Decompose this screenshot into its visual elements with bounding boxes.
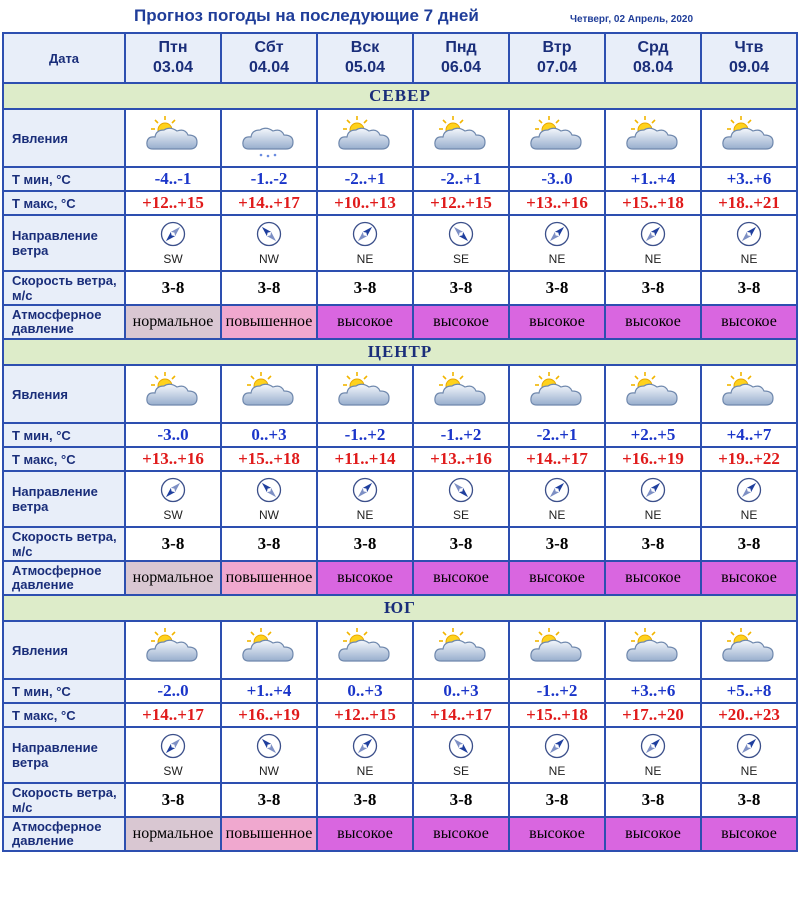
- wind-speed-label: Скорость ветра, м/с: [3, 271, 125, 305]
- pressure-value: нормальное: [125, 561, 221, 595]
- tmax-value: +10..+13: [334, 193, 396, 212]
- tmax-value: +13..+16: [526, 193, 588, 212]
- partly-cloudy-icon: [527, 113, 587, 159]
- wind-cell: [605, 727, 701, 783]
- pressure-value: высокое: [701, 817, 797, 851]
- tmax-cell: [701, 703, 797, 727]
- tmin-cell: [413, 167, 509, 191]
- pressure-value: нормальное: [125, 817, 221, 851]
- tmin-cell: [701, 167, 797, 191]
- wind-speed-value: 3-8: [605, 783, 701, 817]
- tmax-value: +14..+17: [238, 193, 300, 212]
- weather-cell: [413, 365, 509, 423]
- weather-cell: [509, 365, 605, 423]
- day-name: Сбт: [254, 39, 284, 56]
- tmin-cell: [509, 679, 605, 703]
- wind-speed-value: 3-8: [317, 527, 413, 561]
- pressure-value: высокое: [701, 305, 797, 339]
- weather-cell: [701, 109, 797, 167]
- tmax-value: +20..+23: [718, 705, 780, 724]
- tmin-value: -1..-2: [250, 169, 288, 188]
- tmin-value: -2..+1: [344, 169, 386, 188]
- pressure-value: высокое: [317, 817, 413, 851]
- wind-direction-value: SE: [452, 251, 469, 266]
- tmin-cell: [605, 679, 701, 703]
- partly-cloudy-icon: [719, 625, 779, 671]
- tmin-cell: [221, 679, 317, 703]
- partly-cloudy-icon: [431, 113, 491, 159]
- wind-direction-value: NE: [644, 507, 662, 522]
- cloud-snow-icon: [239, 113, 299, 159]
- wind-direction-value: NE: [644, 763, 662, 778]
- day-header: [701, 33, 797, 83]
- current-date: Четверг, 02 Апрель, 2020: [570, 14, 694, 25]
- tmin-value: +5..+8: [726, 681, 772, 700]
- tmin-value: -3..0: [541, 169, 573, 188]
- tmin-value: -3..0: [157, 425, 189, 444]
- tmin-value: +2..+5: [630, 425, 676, 444]
- partly-cloudy-icon: [143, 369, 203, 415]
- wind-compass-icon: [640, 733, 666, 759]
- wind-direction-value: NE: [644, 251, 662, 266]
- wind-cell: [509, 471, 605, 527]
- tmin-cell: [605, 167, 701, 191]
- wind-compass-icon: [736, 221, 762, 247]
- partly-cloudy-icon: [623, 369, 683, 415]
- partly-cloudy-icon: [719, 113, 779, 159]
- wind-compass-icon: [544, 477, 570, 503]
- partly-cloudy-icon: [527, 625, 587, 671]
- wind-direction-value: NE: [548, 763, 566, 778]
- tmax-cell: [509, 191, 605, 215]
- tmax-value: +13..+16: [430, 449, 492, 468]
- wind-cell: [413, 727, 509, 783]
- tmin-cell: [317, 679, 413, 703]
- tmax-cell: [317, 191, 413, 215]
- tmax-cell: [317, 447, 413, 471]
- day-header: [605, 33, 701, 83]
- wind-speed-value: 3-8: [221, 783, 317, 817]
- wind-compass-icon: [256, 733, 282, 759]
- wind-compass-icon: [544, 221, 570, 247]
- tmax-label: Т макс, °С: [3, 703, 125, 727]
- tmin-value: 0..+3: [443, 681, 479, 700]
- wind-compass-icon: [544, 733, 570, 759]
- partly-cloudy-icon: [527, 369, 587, 415]
- wind-compass-icon: [256, 477, 282, 503]
- tmax-value: +19..+22: [718, 449, 780, 468]
- tmax-cell: [317, 703, 413, 727]
- weather-cell: [125, 365, 221, 423]
- tmax-cell: [413, 703, 509, 727]
- wind-compass-icon: [736, 477, 762, 503]
- pressure-value: высокое: [413, 817, 509, 851]
- tmin-label: Т мин, °С: [3, 423, 125, 447]
- tmax-value: +13..+16: [142, 449, 204, 468]
- pressure-value: высокое: [605, 817, 701, 851]
- pressure-value: высокое: [605, 305, 701, 339]
- weather-cell: [221, 109, 317, 167]
- day-header: [317, 33, 413, 83]
- wind-direction-value: NE: [356, 763, 374, 778]
- tmin-value: -2..0: [157, 681, 189, 700]
- wind-cell: [125, 727, 221, 783]
- day-header: [413, 33, 509, 83]
- day-header: [125, 33, 221, 83]
- tmin-cell: [317, 167, 413, 191]
- day-name: Чтв: [734, 39, 764, 56]
- wind-direction-value: NE: [740, 251, 758, 266]
- tmax-value: +16..+19: [622, 449, 684, 468]
- tmin-value: -4..-1: [154, 169, 192, 188]
- weather-cell: [221, 365, 317, 423]
- partly-cloudy-icon: [143, 625, 203, 671]
- tmin-value: 0..+3: [347, 681, 383, 700]
- wind-cell: [125, 471, 221, 527]
- tmax-cell: [125, 447, 221, 471]
- wind-compass-icon: [352, 477, 378, 503]
- tmin-cell: [221, 167, 317, 191]
- tmin-cell: [125, 423, 221, 447]
- weather-cell: [125, 109, 221, 167]
- tmin-value: -1..+2: [536, 681, 578, 700]
- wind-speed-value: 3-8: [125, 271, 221, 305]
- tmin-value: -1..+2: [440, 425, 482, 444]
- day-name: Пнд: [445, 39, 477, 56]
- tmin-value: +3..+6: [630, 681, 676, 700]
- phenomena-label: Явления: [3, 109, 125, 167]
- tmin-value: 0..+3: [251, 425, 287, 444]
- wind-cell: [221, 215, 317, 271]
- weather-cell: [317, 365, 413, 423]
- tmax-value: +15..+18: [238, 449, 300, 468]
- weather-cell: [605, 621, 701, 679]
- tmax-cell: [605, 703, 701, 727]
- wind-speed-value: 3-8: [605, 271, 701, 305]
- tmin-value: +4..+7: [726, 425, 772, 444]
- weather-cell: [221, 621, 317, 679]
- wind-speed-value: 3-8: [509, 527, 605, 561]
- partly-cloudy-icon: [623, 113, 683, 159]
- partly-cloudy-icon: [431, 369, 491, 415]
- tmin-cell: [413, 423, 509, 447]
- tmin-cell: [509, 167, 605, 191]
- forecast-table: [2, 32, 798, 852]
- pressure-label: Атмосферное давление: [3, 561, 125, 595]
- tmin-cell: [221, 423, 317, 447]
- tmin-label: Т мин, °С: [3, 679, 125, 703]
- wind-speed-value: 3-8: [701, 783, 797, 817]
- wind-speed-value: 3-8: [605, 527, 701, 561]
- wind-compass-icon: [640, 221, 666, 247]
- day-date: 07.04: [536, 59, 578, 76]
- tmax-value: +12..+15: [430, 193, 492, 212]
- tmax-cell: [413, 447, 509, 471]
- tmax-cell: [221, 703, 317, 727]
- partly-cloudy-icon: [239, 625, 299, 671]
- wind-direction-value: SW: [163, 251, 183, 266]
- tmin-cell: [701, 423, 797, 447]
- wind-speed-value: 3-8: [221, 271, 317, 305]
- pressure-value: нормальное: [125, 305, 221, 339]
- day-name: Срд: [637, 39, 669, 56]
- day-header: [221, 33, 317, 83]
- tmax-label: Т макс, °С: [3, 191, 125, 215]
- tmin-value: -1..+2: [344, 425, 386, 444]
- wind-direction-value: NE: [356, 507, 374, 522]
- region-title: ЮГ: [3, 595, 797, 621]
- wind-cell: [317, 215, 413, 271]
- pressure-value: высокое: [413, 305, 509, 339]
- wind-speed-value: 3-8: [701, 271, 797, 305]
- pressure-value: высокое: [317, 305, 413, 339]
- tmax-label: Т макс, °С: [3, 447, 125, 471]
- day-date: 06.04: [440, 59, 482, 76]
- wind-speed-value: 3-8: [413, 271, 509, 305]
- wind-cell: [317, 471, 413, 527]
- wind-direction-value: NE: [356, 251, 374, 266]
- wind-compass-icon: [160, 477, 186, 503]
- tmax-value: +17..+20: [622, 705, 684, 724]
- wind-speed-value: 3-8: [317, 271, 413, 305]
- day-date: 09.04: [728, 59, 770, 76]
- wind-speed-value: 3-8: [509, 271, 605, 305]
- wind-direction-value: NW: [259, 507, 279, 522]
- tmin-value: +3..+6: [726, 169, 772, 188]
- pressure-value: повышенное: [221, 305, 317, 339]
- tmin-value: +1..+4: [630, 169, 676, 188]
- tmax-value: +14..+17: [430, 705, 492, 724]
- pressure-value: высокое: [605, 561, 701, 595]
- tmax-cell: [221, 447, 317, 471]
- wind-cell: [701, 727, 797, 783]
- wind-cell: [221, 727, 317, 783]
- weather-cell: [317, 109, 413, 167]
- pressure-label: Атмосферное давление: [3, 817, 125, 851]
- pressure-value: высокое: [317, 561, 413, 595]
- wind-compass-icon: [160, 221, 186, 247]
- day-date: 08.04: [632, 59, 674, 76]
- tmin-value: +1..+4: [246, 681, 292, 700]
- partly-cloudy-icon: [719, 369, 779, 415]
- tmax-cell: [221, 191, 317, 215]
- wind-speed-value: 3-8: [413, 527, 509, 561]
- weather-cell: [701, 621, 797, 679]
- wind-cell: [125, 215, 221, 271]
- wind-cell: [605, 215, 701, 271]
- wind-direction-value: NE: [548, 507, 566, 522]
- wind-direction-value: NW: [259, 763, 279, 778]
- tmin-label: Т мин, °С: [3, 167, 125, 191]
- wind-cell: [509, 727, 605, 783]
- phenomena-label: Явления: [3, 365, 125, 423]
- region-title: СЕВЕР: [3, 83, 797, 109]
- wind-speed-value: 3-8: [125, 783, 221, 817]
- wind-compass-icon: [160, 733, 186, 759]
- wind-direction-label: Направление ветра: [3, 471, 125, 527]
- tmin-cell: [605, 423, 701, 447]
- pressure-label: Атмосферное давление: [3, 305, 125, 339]
- tmax-value: +16..+19: [238, 705, 300, 724]
- weather-cell: [317, 621, 413, 679]
- tmin-cell: [125, 167, 221, 191]
- partly-cloudy-icon: [623, 625, 683, 671]
- tmin-cell: [701, 679, 797, 703]
- wind-cell: [413, 471, 509, 527]
- partly-cloudy-icon: [239, 369, 299, 415]
- wind-cell: [701, 471, 797, 527]
- tmax-value: +15..+18: [526, 705, 588, 724]
- pressure-value: высокое: [509, 817, 605, 851]
- wind-speed-value: 3-8: [701, 527, 797, 561]
- wind-speed-value: 3-8: [509, 783, 605, 817]
- wind-speed-value: 3-8: [221, 527, 317, 561]
- tmax-cell: [701, 191, 797, 215]
- weather-cell: [413, 621, 509, 679]
- wind-direction-value: SW: [163, 507, 183, 522]
- tmax-value: +14..+17: [142, 705, 204, 724]
- wind-direction-label: Направление ветра: [3, 215, 125, 271]
- wind-cell: [413, 215, 509, 271]
- date-column-header: Дата: [3, 33, 125, 83]
- tmax-cell: [701, 447, 797, 471]
- pressure-value: высокое: [509, 561, 605, 595]
- partly-cloudy-icon: [143, 113, 203, 159]
- tmax-cell: [605, 191, 701, 215]
- wind-speed-value: 3-8: [125, 527, 221, 561]
- wind-direction-value: NE: [740, 507, 758, 522]
- day-name: Вск: [350, 39, 380, 56]
- day-date: 03.04: [152, 59, 194, 76]
- tmax-cell: [509, 447, 605, 471]
- wind-cell: [509, 215, 605, 271]
- partly-cloudy-icon: [431, 625, 491, 671]
- wind-compass-icon: [448, 477, 474, 503]
- day-name: Птн: [158, 39, 188, 56]
- tmax-value: +12..+15: [142, 193, 204, 212]
- day-date: 04.04: [248, 59, 290, 76]
- wind-direction-value: SE: [452, 763, 469, 778]
- wind-speed-label: Скорость ветра, м/с: [3, 527, 125, 561]
- wind-speed-label: Скорость ветра, м/с: [3, 783, 125, 817]
- wind-compass-icon: [448, 221, 474, 247]
- tmax-cell: [605, 447, 701, 471]
- weather-cell: [605, 109, 701, 167]
- pressure-value: высокое: [509, 305, 605, 339]
- tmin-cell: [413, 679, 509, 703]
- weather-cell: [125, 621, 221, 679]
- wind-compass-icon: [352, 733, 378, 759]
- tmax-cell: [509, 703, 605, 727]
- pressure-value: повышенное: [221, 561, 317, 595]
- weather-cell: [509, 621, 605, 679]
- wind-compass-icon: [448, 733, 474, 759]
- tmin-cell: [509, 423, 605, 447]
- partly-cloudy-icon: [335, 113, 395, 159]
- weather-cell: [701, 365, 797, 423]
- wind-compass-icon: [640, 477, 666, 503]
- tmax-cell: [125, 191, 221, 215]
- wind-direction-value: NE: [740, 763, 758, 778]
- wind-cell: [605, 471, 701, 527]
- tmin-cell: [125, 679, 221, 703]
- tmin-value: -2..+1: [440, 169, 482, 188]
- phenomena-label: Явления: [3, 621, 125, 679]
- tmax-value: +11..+14: [334, 449, 396, 468]
- wind-compass-icon: [736, 733, 762, 759]
- day-header: [509, 33, 605, 83]
- partly-cloudy-icon: [335, 369, 395, 415]
- wind-speed-value: 3-8: [317, 783, 413, 817]
- wind-direction-value: NE: [548, 251, 566, 266]
- wind-direction-value: NW: [259, 251, 279, 266]
- weather-cell: [605, 365, 701, 423]
- tmax-value: +15..+18: [622, 193, 684, 212]
- wind-speed-value: 3-8: [413, 783, 509, 817]
- pressure-value: высокое: [701, 561, 797, 595]
- pressure-value: высокое: [413, 561, 509, 595]
- wind-direction-value: SW: [163, 763, 183, 778]
- wind-cell: [701, 215, 797, 271]
- region-title: ЦЕНТР: [3, 339, 797, 365]
- wind-cell: [221, 471, 317, 527]
- wind-direction-label: Направление ветра: [3, 727, 125, 783]
- page-title: Прогноз погоды на последующие 7 дней: [134, 6, 479, 25]
- wind-compass-icon: [352, 221, 378, 247]
- tmax-cell: [125, 703, 221, 727]
- tmax-value: +14..+17: [526, 449, 588, 468]
- wind-direction-value: SE: [452, 507, 469, 522]
- partly-cloudy-icon: [335, 625, 395, 671]
- tmin-value: -2..+1: [536, 425, 578, 444]
- weather-cell: [509, 109, 605, 167]
- day-date: 05.04: [344, 59, 386, 76]
- tmax-value: +12..+15: [334, 705, 396, 724]
- pressure-value: повышенное: [221, 817, 317, 851]
- weather-cell: [413, 109, 509, 167]
- tmin-cell: [317, 423, 413, 447]
- wind-compass-icon: [256, 221, 282, 247]
- tmax-cell: [413, 191, 509, 215]
- day-name: Втр: [542, 39, 572, 56]
- tmax-value: +18..+21: [718, 193, 780, 212]
- wind-cell: [317, 727, 413, 783]
